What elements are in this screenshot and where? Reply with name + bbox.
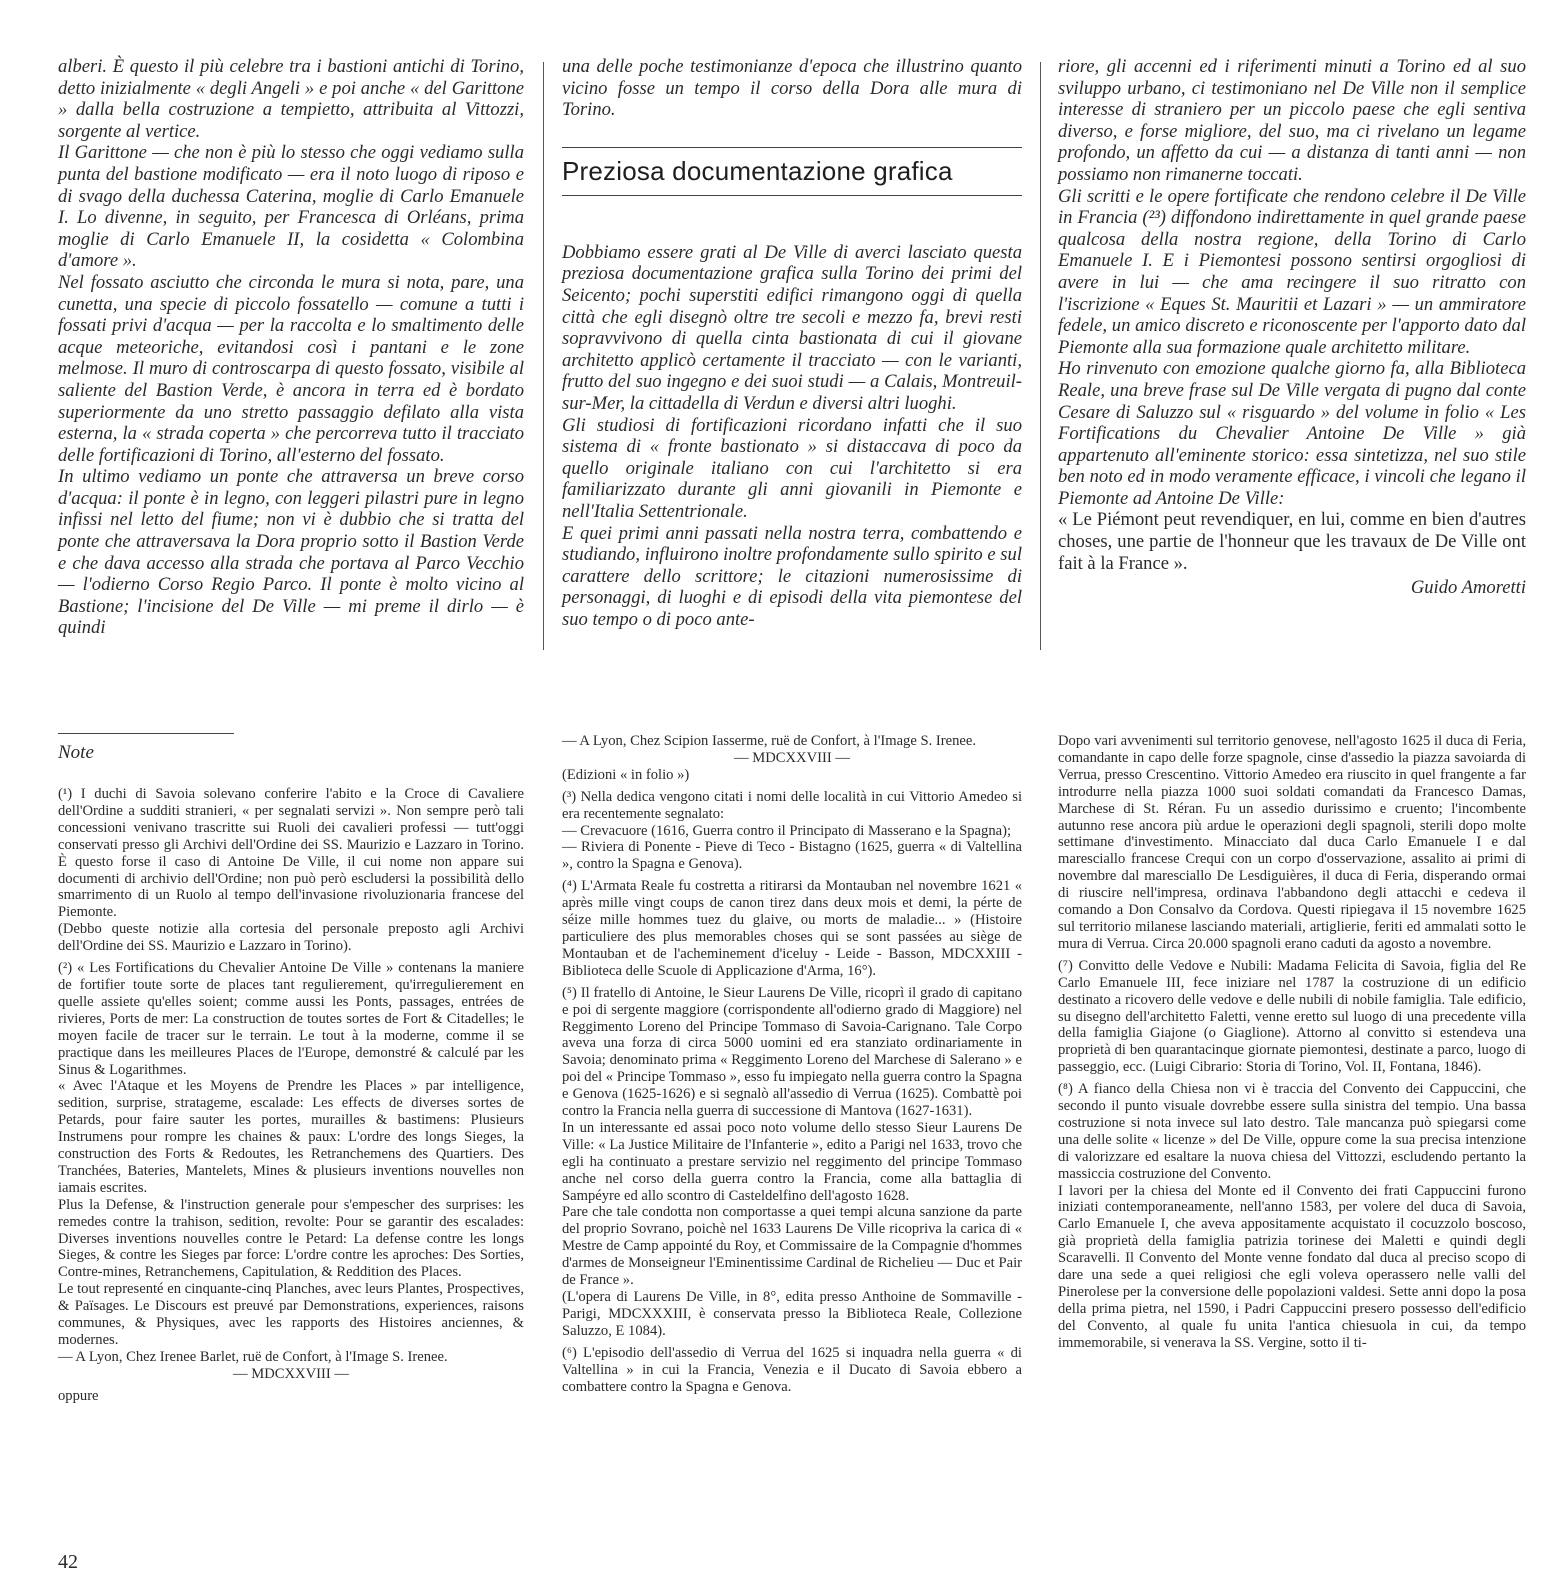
paragraph: Il Garittone — che non è più lo stesso che oggi vediamo sulla punta del bastione modificato — era il noto luogo di riposo e di svago della duchessa Caterina, moglie di Carlo Emanuele I. Lo divenne, in seguito, per Francesca di Orléans, prima moglie di Carlo Emanuele II, la cosidetta « Colombina d'amore ». — [58, 142, 524, 272]
footnote-date: — MDCXXVIII — — [233, 1365, 349, 1382]
paragraph: Nel fossato asciutto che circonda le mura si nota, pare, una cunetta, una specie di piccolo fossatello — comune a tutti i fossati privi d'acqua — per la raccolta e lo smaltimento delle acque meteoriche, evitandosi così i pantani e le zone melmose. Il muro di controscarpa di questo fossato, visibile al saliente del Bastion Verde, è ancora in terra ed è bordato superiormente da uno stretto passaggio defilato alla vista esterna, la « strada coperta » che percorreva tutto il tracciato delle fortificazioni di Torino, all'esterno del fossato. — [58, 271, 524, 466]
paragraph: una delle poche testimonianze d'epoca che illustrino quanto vicino fosse un tempo il corso della Dora alle mura di Torino. — [562, 56, 1022, 121]
paragraph: Dobbiamo essere grati al De Ville di averci lasciato questa preziosa documentazione grafica sulla Torino dei primi del Seicento; pochi superstiti edifici rimangono oggi di quella città che egli disegnò oltre tre secoli e mezzo fa, brevi resti sopravvivono di quella cinta bastionata di cui il giovane architetto applicò certamente il tracciato — con le varianti, frutto del suo ingegno e dei suoi studi — a Calais, Montreuil-sur-Mer, la cittadella di Verdun e diversi altri luoghi. — [562, 241, 1022, 414]
column-rule — [543, 62, 544, 650]
footnote: — Riviera di Ponente - Pieve di Teco - Bistagno (1625, guerra « di Valtellina », contro la Spagna e Genova). — [562, 839, 1022, 873]
footnote: (⁴) L'Armata Reale fu costretta a ritirarsi da Montauban nel novembre 1621 « après mille vingt coups de canon tirez dans deux mois et demi, la pérte de séize mille hommes tuez du glaive, ou morts de maladie... » (Histoire particuliere des plus memorables choses qui se sont passées au siège de Montauban et de l'acheminement d'iceluy - Leide - Basson, MDCXXIII - Biblioteca delle Scuole di Applicazione d'Arma, 16°). — [562, 878, 1022, 979]
heading-rule-bottom — [562, 195, 1022, 196]
footnote: — A Lyon, Chez Irenee Barlet, ruë de Confort, à l'Image S. Irenee. — [58, 1348, 448, 1365]
footnote: Pare che tale condotta non comportasse a quei tempi alcuna sanzione da parte del proprio Sovrano, poichè nel 1633 Laurens De Ville ricopriva la carica di « Mestre de Camp appointé du Roy, et Commissaire de la Compagnie d'hommes d'armes de Monseigneur l'Eminentissime Cardinal de Richelieu — Duc et Pair de France ». — [562, 1204, 1022, 1289]
footnote: (⁵) Il fratello di Antoine, le Sieur Laurens De Ville, ricoprì il grado di capitano e poi di sergente maggiore (corrispondente all'odierno grado di Maggiore) nel Reggimento Loreno del Principe Tommaso di Savoia-Carignano. Tale Corpo aveva una forza di circa 5000 uomini ed era stanziato ordinariamente in Savoia; denominato prima « Reggimento Loreno del Marchese di Salerano » e poi del « Principe Tommaso », esso fu impiegato nella guerra contro la Spagna e Genova (1625-1626) e si segnalò all'assedio di Verrua (1625). Combattè poi contro la Francia nella guerra di successione di Mantova (1627-1631). — [562, 984, 1022, 1120]
footnote: Le tout representé en cinquante-cinq Planches, avec leurs Plantes, Prospectives, & Païsages. Le Discours est preuvé par Demonstrations, experiences, raisons communes, & Physiques, avec les rapports des Histoires anciennes, & modernes. — [58, 1281, 524, 1348]
footnote: (⁸) A fianco della Chiesa non vi è traccia del Convento dei Cappuccini, che secondo il punto visuale dovrebbe essere sulla sinistra del tempio. Una bassa costruzione si nota invece sul lato destro. Tale mancanza può spiegarsi come una delle solite « licenze » del De Ville, oppure come la sua precisa intenzione di valorizzare ed esaltare la nuova chiesa del Vittozzi, escludendo pertanto la massiccia costruzione del Convento. — [1058, 1081, 1526, 1182]
notes-column-3 — [1058, 733, 1526, 1352]
author-signature: Guido Amoretti — [1410, 577, 1526, 599]
footnote: (¹) I duchi di Savoia solevano conferire l'abito e la Croce di Cavaliere dell'Ordine a sudditi stranieri, « per segnalati servizi ». Non sempre però tali concessioni venivano trascritte sui Ruoli dei cavalieri professi — tutt'oggi conservati presso gli Archivi dell'Ordine dei SS. Maurizio e Lazzaro in Torino. È questo forse il caso di Antoine De Ville, il cui nome non appare sui documenti di archivio dell'Ordine; non può però escludersi la possibilità dello smarrimento di un Ruolo al tempo dell'invasione rivoluzionaria francese del Piemonte. — [58, 786, 524, 921]
paragraph: E quei primi anni passati nella nostra terra, combattendo e studiando, influirono inoltre profondamente sullo spirito e sul carattere dello scrittore; le citazioni numerosissime di personaggi, di luoghi e di episodi della vita piemontese del suo tempo o di poco ante- — [562, 522, 1022, 630]
footnote: Dopo vari avvenimenti sul territorio genovese, nell'agosto 1625 il duca di Feria, comandante in capo delle forze spagnole, cinse d'assedio la piazza savoiarda di Verrua, presso Crescentino. Vittorio Amedeo era riuscito in quel frangente a far introdurre nella piazza 1000 suoi soldati comandati da Francesco Damas, Marchese di St. Réran. Fu un assedio durissimo e cruento; l'incombente autunno rese ancora più ardue le operazioni degli spagnoli, sterili dopo molte settimane d'investimento. Minacciato dal duca Carlo Emanuele I e dal maresciallo francese Crequi con un corpo d'osservazione, assalito ai primi di novembre dal maresciallo De Lesdiguières, il duca di Feria, disperando ormai di riuscire nell'impresa, ordinava l'abbandono degli attacchi e cedeva il comando a Don Consalvo da Cordova. Questi ripiegava il 15 novembre 1625 sul territorio milanese lasciando materiali, artiglierie, feriti ed ammalati sotto le mura di Verrua. Circa 20.000 spagnoli erano caduti da agosto a novembre. — [1058, 733, 1526, 952]
article-column-1 — [58, 56, 524, 639]
article-column-2 — [562, 56, 1022, 630]
footnote: I lavori per la chiesa del Monte ed il Convento dei frati Cappuccini furono iniziati contemporaneamente, nell'anno 1583, per volere del duca di Savoia, Carlo Emanuele I, che aveva appositamente acquistato il cocuzzolo boscoso, già proprietà della famiglia patrizia torinese dei Maletti e quindi degli Scaravelli. Il Convento del Monte venne fondato dal duca al preciso scopo di dare una sede a quei religiosi che egli voleva operassero nelle valli del Pinerolese per la conversione delle popolazioni valdesi. Sette anni dopo la posa della prima pietra, nel 1590, i Padri Cappuccini presero possesso dell'edificio del Convento, al quale fu unita l'antica chiesuola in cui, da tempo immemorabile, si venerava la SS. Vergine, sotto il ti- — [1058, 1182, 1526, 1351]
footnote: (⁶) L'episodio dell'assedio di Verrua del 1625 si inquadra nella guerra « di Valtellina » in cui la Francia, Venezia e il Ducato di Savoia ebbero a combattere contro la Spagna e Genova. — [562, 1344, 1022, 1395]
paragraph: Gli studiosi di fortificazioni ricordano infatti che il suo sistema di « fronte bastionato » si distaccava di poco da quello originale italiano con cui l'architetto si era familiarizzato durante gli anni giovanili in Piemonte e nell'Italia Settentrionale. — [562, 414, 1022, 522]
section-heading-block — [562, 147, 1022, 196]
paragraph: Ho rinvenuto con emozione qualche giorno fa, alla Biblioteca Reale, una breve frase sul De Ville vergata di pugno dal conte Cesare di Saluzzo sul « risguardo » del volume in folio « Les Fortifications du Chevalier Antoine De Ville » già appartenuto all'eminente storico: essa sintetizza, nel suo stile ben noto ed in modo veramente efficace, i vincoli che legano il Piemonte ad Antoine De Ville: — [1058, 358, 1526, 509]
footnote: « Avec l'Ataque et les Moyens de Prendre les Places » par intelligence, sedition, surprise, stratageme, escalade: Les effects de diverses sortes de Petards, pour faire sauter les portes, murailles & bastimens: Plusieurs Instrumens pour rompre les chaines & paux: L'ordre des longs Sieges, la construction des Forts & Redoutes, les Retranchemens des Quartiers. Des Tranchées, Bateries, Mantelets, Mines & plusieurs inventions nouvelles non iamais escrites. — [58, 1078, 524, 1196]
footnote: oppure — [58, 1387, 99, 1404]
page-number: 42 — [58, 1551, 78, 1573]
notes-title: Note — [58, 742, 94, 763]
footnote: (³) Nella dedica vengono citati i nomi delle località in cui Vittorio Amedeo si era recentemente segnalato: — [562, 788, 1022, 822]
notes-column-1 — [58, 733, 524, 1405]
footnote: — A Lyon, Chez Scipion Iasserme, ruë de Confort, à l'Image S. Irenee. — [562, 733, 976, 749]
section-heading: Preziosa documentazione grafica — [562, 155, 953, 186]
footnote: (L'opera di Laurens De Ville, in 8°, edita presso Anthoine de Sommaville - Parigi, MDCXXXIII, è conservata presso la Biblioteca Reale, Collezione Saluzzo, E 1084). — [562, 1289, 1022, 1339]
footnote: (²) « Les Fortifications du Chevalier Antoine De Ville » contenans la maniere de fortifier toute sorte de places tant regulierement, qu'irregulierement en quelle assiete qu'elles soient; comme aussi les Ponts, passages, entrées de rivieres, Ports de mer: La construction de toutes sortes de Fort & Citadelles; le moyen facile de tracer sur le terrain. Le tout à la moderne, comme il se practique dans les meilleures Places de l'Europe, demonstré & calculé par les Sinus & Logarithmes. — [58, 960, 524, 1078]
footnote: (Debbo queste notizie alla cortesia del personale preposto agli Archivi dell'Ordine dei SS. Maurizio e Lazzaro in Torino). — [58, 921, 524, 955]
notes-rule — [58, 733, 234, 734]
paragraph: In ultimo vediamo un ponte che attraversa un breve corso d'acqua: il ponte è in legno, con leggeri pilastri pure in legno infissi nel letto del fiume; non vi è dubbio che si tratta del ponte che attraversava la Dora proprio sotto il Bastion Verde e che dava accesso alla strada che portava al Parco Vecchio — l'odierno Corso Regio Parco. Il ponte è molto vicino al Bastione; l'incisione del De Ville — mi preme il dirlo — è quindi — [58, 466, 524, 639]
footnote-date: — MDCXXVIII — — [734, 749, 850, 766]
paragraph: alberi. È questo il più celebre tra i bastioni antichi di Torino, detto inizialmente « degli Angeli » e poi anche « del Garittone » dalla bella costruzione a tempietto, attribuita al Vittozzi, sorgente al vertice. — [58, 56, 524, 142]
footnote: — Crevacuore (1616, Guerra contro il Principato di Masserano e la Spagna); — [562, 822, 1012, 839]
notes-column-2 — [562, 733, 1022, 1395]
article-column-3 — [1058, 56, 1526, 599]
paragraph: Gli scritti e le opere fortificate che rendono celebre il De Ville in Francia (²³) diffondono indirettamente in quel grande paese qualcosa della nostra regione, della Torino di Carlo Emanuele I. E i Piemontesi possono sentirsi orgogliosi di avere in lui — che ama recingere il suo ritratto con l'iscrizione « Eques St. Mauritii et Lazari » — un ammiratore fedele, un amico discreto e riconoscente per l'apporto dato dal Piemonte alla sua formazione quale architetto militare. — [1058, 185, 1526, 358]
column-rule — [1040, 62, 1041, 650]
footnote: In un interessante ed assai poco noto volume dello stesso Sieur Laurens De Ville: « La Justice Militaire de l'Infanterie », edito a Parigi nel 1633, trovo che egli ha continuato a prestare servizio nel reggimento del principe Tommaso anche nel corso della guerra contro la Francia, come alla battaglia di Sampéyre ed allo scontro di Casteldelfino dell'agosto 1628. — [562, 1119, 1022, 1204]
footnote: Plus la Defense, & l'instruction generale pour s'empescher des surprises: les remedes contre la trahison, sedition, revolte: Pour se garantir des escalades: Diverses inventions nouvelles contre le Petard: La defense contre les longs Sieges, & contre les Sieges par force: L'ordre contre les aproches: Des Sorties, Contre-mines, Retranchemens, Capitulation, & Reddition des Places. — [58, 1196, 524, 1281]
footnote: (⁷) Convitto delle Vedove e Nubili: Madama Felicita di Savoia, figlia del Re Carlo Emanuele III, fece iniziare nel 1787 la costruzione di un edificio destinato a ricovero delle vedove e delle nubili di nobile famiglia. Tale edificio, su disegno dell'architetto Faletti, venne eretto sul luogo di una precedente villa della famiglia Giajone (o Giaglione). Attorno al convitto si estendeva una proprietà di ben quarantacinque giornate piemontesi, destinate a parco, luogo di passeggio, ecc. (Luigi Cibrario: Storia di Torino, Vol. II, Fontana, 1846). — [1058, 957, 1526, 1076]
paragraph: riore, gli accenni ed i riferimenti minuti a Torino ed al suo sviluppo urbano, ci testimoniano nel De Ville non il semplice interesse di straniero per un piccolo paese che egli sentiva diverso, e forse migliore, del suo, ma ci rivelano un legame profondo, un affetto da cui — a distanza di tanti anni — non possiamo non rimanerne toccati. — [1058, 56, 1526, 185]
french-quote: « Le Piémont peut revendiquer, en lui, comme en bien d'autres choses, une partie de l'honneur que les travaux de De Ville ont fait à la France ». — [1058, 509, 1526, 575]
footnote: (Edizioni « in folio ») — [562, 766, 690, 783]
